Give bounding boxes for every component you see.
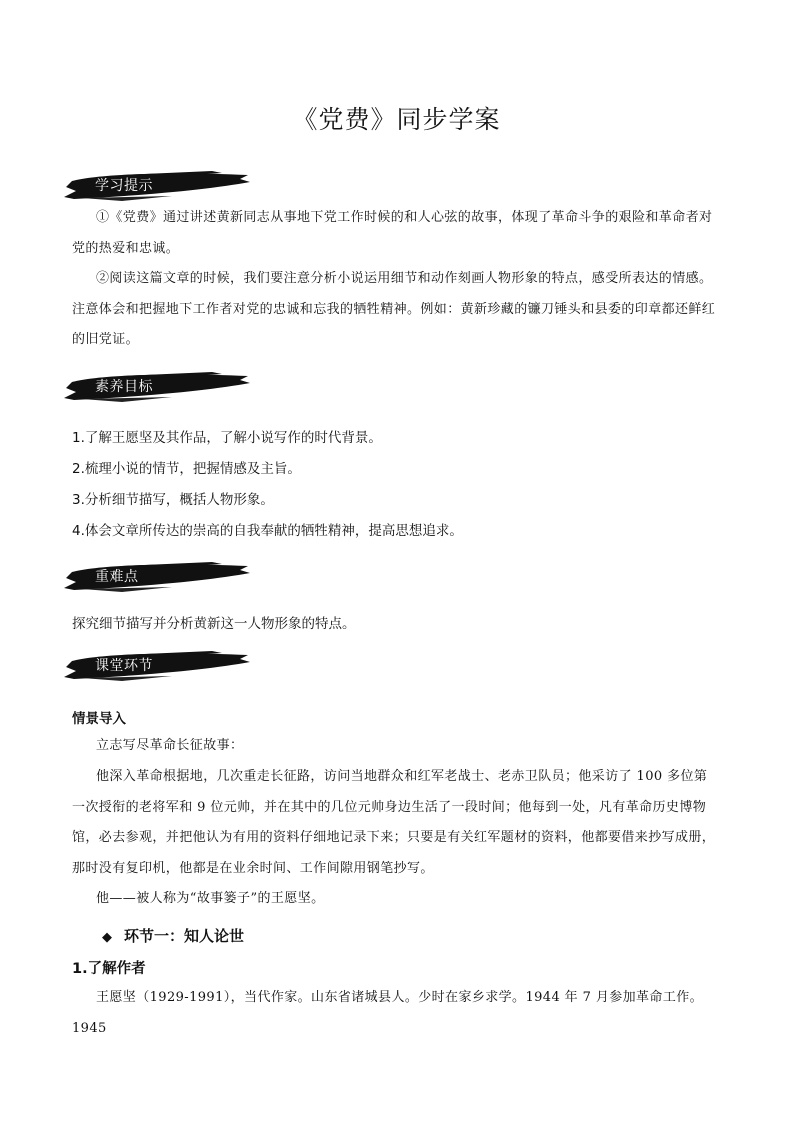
section-header-tips	[62, 169, 252, 203]
section-header-class	[62, 649, 252, 683]
key-point-text: 探究细节描写并分析黄新这一人物形象的特点。	[72, 616, 356, 632]
ink-brush-stroke-icon	[62, 560, 252, 594]
goal-item-2: 2.梳理小说的情节，把握情感及主旨。	[72, 461, 301, 477]
intro-end	[72, 884, 720, 915]
ink-brush-stroke-icon	[62, 370, 252, 404]
author-subheading: 1.了解作者	[72, 961, 146, 977]
goal-item-3: 3.分析细节描写，概括人物形象。	[72, 492, 274, 508]
section-header-label: 课堂环节	[95, 658, 153, 674]
ink-brush-stroke-icon	[62, 649, 252, 683]
diamond-bullet-icon: ◆	[102, 930, 112, 945]
section-header-label: 素养目标	[95, 379, 153, 395]
intro-body	[72, 762, 720, 884]
paragraph-text: ①《党费》通过讲述黄新同志从事地下党工作时候的和人心弦的故事，体现了革命斗争的艰险和革命者对党的热爱和忠诚。	[72, 210, 713, 256]
paragraph-text: 他——被人称为“故事篓子”的王愿坚。	[96, 891, 325, 906]
goal-item-4: 4.体会文章所传达的崇高的自我奉献的牺牲精神，提高思想追求。	[72, 523, 463, 539]
link-one-heading	[102, 925, 750, 946]
section-header-label: 重难点	[95, 569, 139, 585]
paragraph-text: 他深入革命根据地，几次重走长征路，访问当地群众和红军老战士、老赤卫队员；他采访了 100 多位第一次授衔的老将军和 9 位元帅，并在其中的几位元帅身边生活了一段时间；他每到一处，凡有革命历史博物馆，必去参观，并把他认为有用的资料仔细地记录下来；只要是有关红军题材的资料，他都要借来抄写成册，那时没有复印机，他都是在业余时间、工作间隙用钢笔抄写。	[72, 769, 716, 876]
paragraph-text: 王愿坚（1929-1991），当代作家。山东省诸城县人。少时在家乡求学。1944 年 7 月参加革命工作。1945	[72, 990, 704, 1036]
intro-title: 情景导入	[72, 711, 126, 727]
page-title: 《党费》同步学案	[292, 105, 501, 134]
intro-lead	[72, 731, 720, 762]
section-header-goals	[62, 370, 252, 404]
tips-paragraph-2	[72, 264, 720, 356]
section-header-label: 学习提示	[95, 178, 153, 194]
paragraph-text: ②阅读这篇文章的时候，我们要注意分析小说运用细节和动作刻画人物形象的特点，感受所表达的情感。注意体会和把握地下工作者对党的忠诚和忘我的牺牲精神。例如：黄新珍藏的镰刀锤头和县委的印章都还鲜红的旧党证。	[72, 271, 716, 347]
author-paragraph	[72, 983, 732, 1044]
link-one-label: 环节一：知人论世	[124, 927, 245, 945]
ink-brush-stroke-icon	[62, 169, 252, 203]
goal-item-1: 1.了解王愿坚及其作品，了解小说写作的时代背景。	[72, 430, 382, 446]
paragraph-text: 立志写尽革命长征故事：	[96, 738, 244, 753]
tips-paragraph-1	[72, 203, 720, 264]
section-header-key	[62, 560, 252, 594]
